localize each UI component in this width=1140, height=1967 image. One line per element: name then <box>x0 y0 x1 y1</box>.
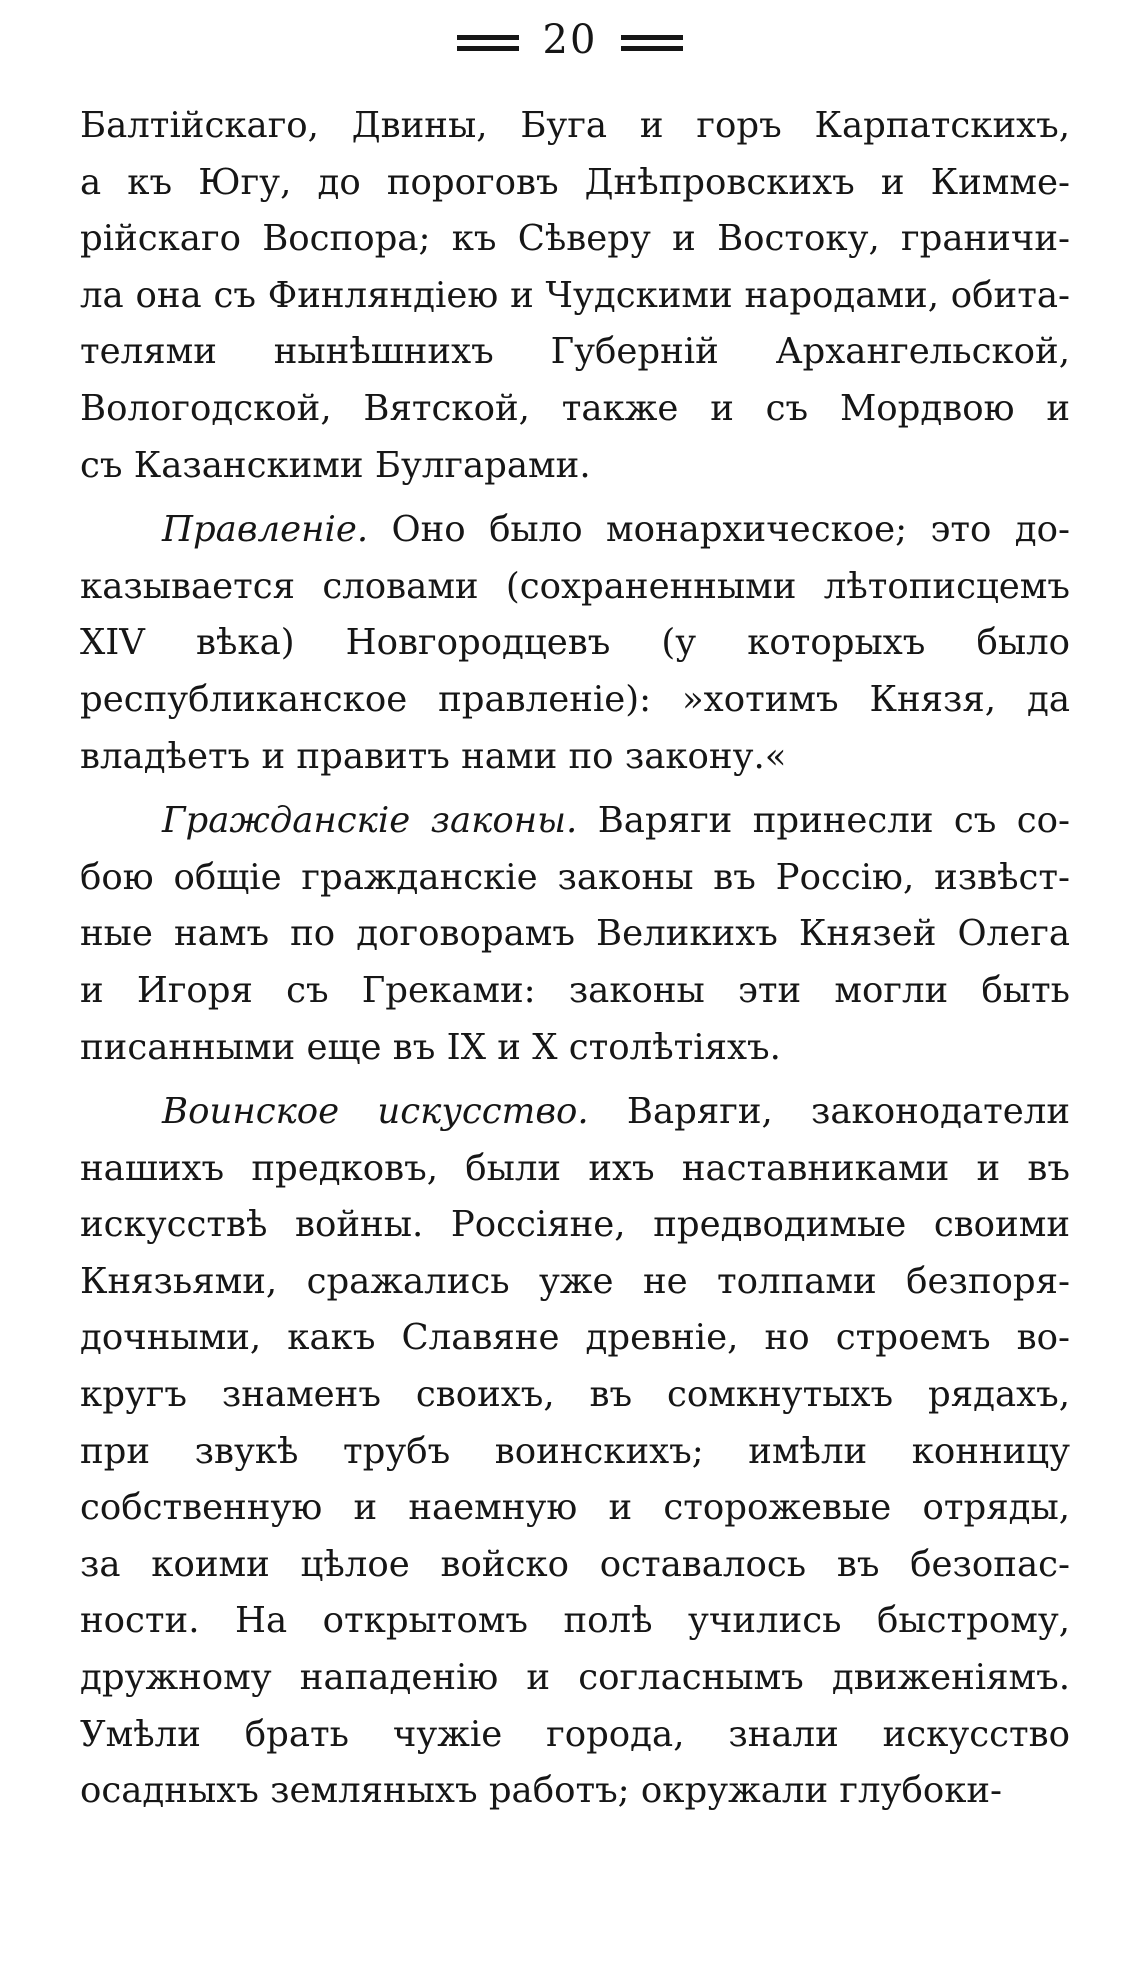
paragraph-gap <box>80 1076 1070 1084</box>
text-line <box>80 324 1070 381</box>
text-line <box>80 268 1070 325</box>
text-line <box>80 211 1070 268</box>
text-line <box>80 850 1070 907</box>
text-line <box>80 1650 1070 1707</box>
paragraph <box>80 1084 1070 1820</box>
paragraph <box>80 502 1070 785</box>
text-line <box>80 1254 1070 1311</box>
text-line <box>80 98 1070 155</box>
text-line <box>80 502 1070 559</box>
text-line <box>80 1020 1070 1077</box>
text-line <box>80 438 1070 495</box>
text-line <box>80 1310 1070 1367</box>
text-segment: Варяги, законодатели <box>588 1091 1070 1133</box>
text-line <box>80 1084 1070 1141</box>
text-line <box>80 1707 1070 1764</box>
text-segment: Балтійскаго, Двины, Буга и горъ Карпатскихъ, <box>80 105 1070 146</box>
text-segment: искусствѣ войны. Россіяне, предводимые своими <box>80 1204 1070 1246</box>
text-line <box>80 1367 1070 1424</box>
text-line <box>80 381 1070 438</box>
text-segment: рійскаго Воспора; къ Сѣверу и Востоку, граничи- <box>80 218 1070 260</box>
text-segment: владѣетъ и правитъ нами по закону.« <box>80 735 787 777</box>
text-line <box>80 963 1070 1020</box>
text-line <box>80 1480 1070 1537</box>
text-segment: дружному нападенію и согласнымъ движеніямъ. <box>80 1657 1070 1699</box>
text-segment: собственную и наемную и сторожевые отряды, <box>80 1487 1070 1529</box>
text-line <box>80 1141 1070 1198</box>
section-heading: Правленіе. <box>162 509 369 551</box>
text-segment: писанными еще въ IX и X столѣтіяхъ. <box>80 1026 781 1068</box>
text-segment: съ Казанскими Булгарами. <box>80 444 591 486</box>
header-ornament-right <box>621 35 683 51</box>
text-segment: кругъ знаменъ своихъ, въ сомкнутыхъ рядахъ, <box>80 1374 1070 1416</box>
text-line <box>80 1763 1070 1820</box>
text-line <box>80 793 1070 850</box>
text-segment: за коими цѣлое войско оставалось въ безопас- <box>80 1543 1070 1585</box>
text-line <box>80 155 1070 212</box>
section-heading: Гражданскіе законы. <box>162 800 578 842</box>
header-ornament-left <box>457 35 519 51</box>
text-segment: телями нынѣшнихъ Губерній Архангельской, <box>80 331 1070 373</box>
text-line <box>80 1424 1070 1481</box>
text-segment: ные намъ по договорамъ Великихъ Князей Олега <box>80 913 1070 955</box>
text-segment: ности. На открытомъ полѣ учились быстрому, <box>80 1600 1070 1642</box>
text-segment: Оно было монархическое; это до- <box>368 509 1070 551</box>
text-segment: осадныхъ земляныхъ работъ; окружали глубоки- <box>80 1770 1003 1812</box>
text-segment: бою общіе гражданскіе законы въ Россію, извѣст- <box>80 856 1070 898</box>
page-number: 20 <box>542 17 598 63</box>
text-line <box>80 906 1070 963</box>
body-text <box>80 98 1070 1820</box>
text-segment: Умѣли брать чужіе города, знали искусство <box>80 1713 1070 1755</box>
text-segment: Варяги принесли съ со- <box>577 800 1070 842</box>
text-line <box>80 559 1070 616</box>
text-line <box>80 729 1070 786</box>
page-header <box>0 14 1140 66</box>
section-heading: Воинское искусство. <box>162 1091 589 1133</box>
text-segment: республиканское правленіе): »хотимъ Князя, да <box>80 678 1070 720</box>
paragraph-gap <box>80 494 1070 502</box>
text-segment: Князьями, сражались уже не толпами безпоря- <box>80 1260 1070 1302</box>
text-line <box>80 1197 1070 1254</box>
text-segment: при звукѣ трубъ воинскихъ; имѣли конницу <box>80 1430 1070 1472</box>
paragraph <box>80 98 1070 494</box>
text-segment: нашихъ предковъ, были ихъ наставниками и въ <box>80 1147 1070 1189</box>
text-line <box>80 615 1070 672</box>
text-line <box>80 1593 1070 1650</box>
text-segment: а къ Югу, до пороговъ Днѣпровскихъ и Кимме- <box>80 161 1070 203</box>
text-segment: ла она съ Финляндіею и Чудскими народами, обита- <box>80 274 1070 316</box>
text-line <box>80 672 1070 729</box>
text-segment: XIV вѣка) Новгородцевъ (у которыхъ было <box>80 622 1070 664</box>
paragraph-gap <box>80 785 1070 793</box>
text-segment: казывается словами (сохраненными лѣтописцемъ <box>80 565 1070 607</box>
text-segment: и Игоря съ Греками: законы эти могли быть <box>80 969 1070 1011</box>
text-segment: Вологодской, Вятской, также и съ Мордвою и <box>80 387 1070 429</box>
text-line <box>80 1537 1070 1594</box>
text-segment: дочными, какъ Славяне древніе, но строемъ во- <box>80 1317 1070 1359</box>
paragraph <box>80 793 1070 1076</box>
